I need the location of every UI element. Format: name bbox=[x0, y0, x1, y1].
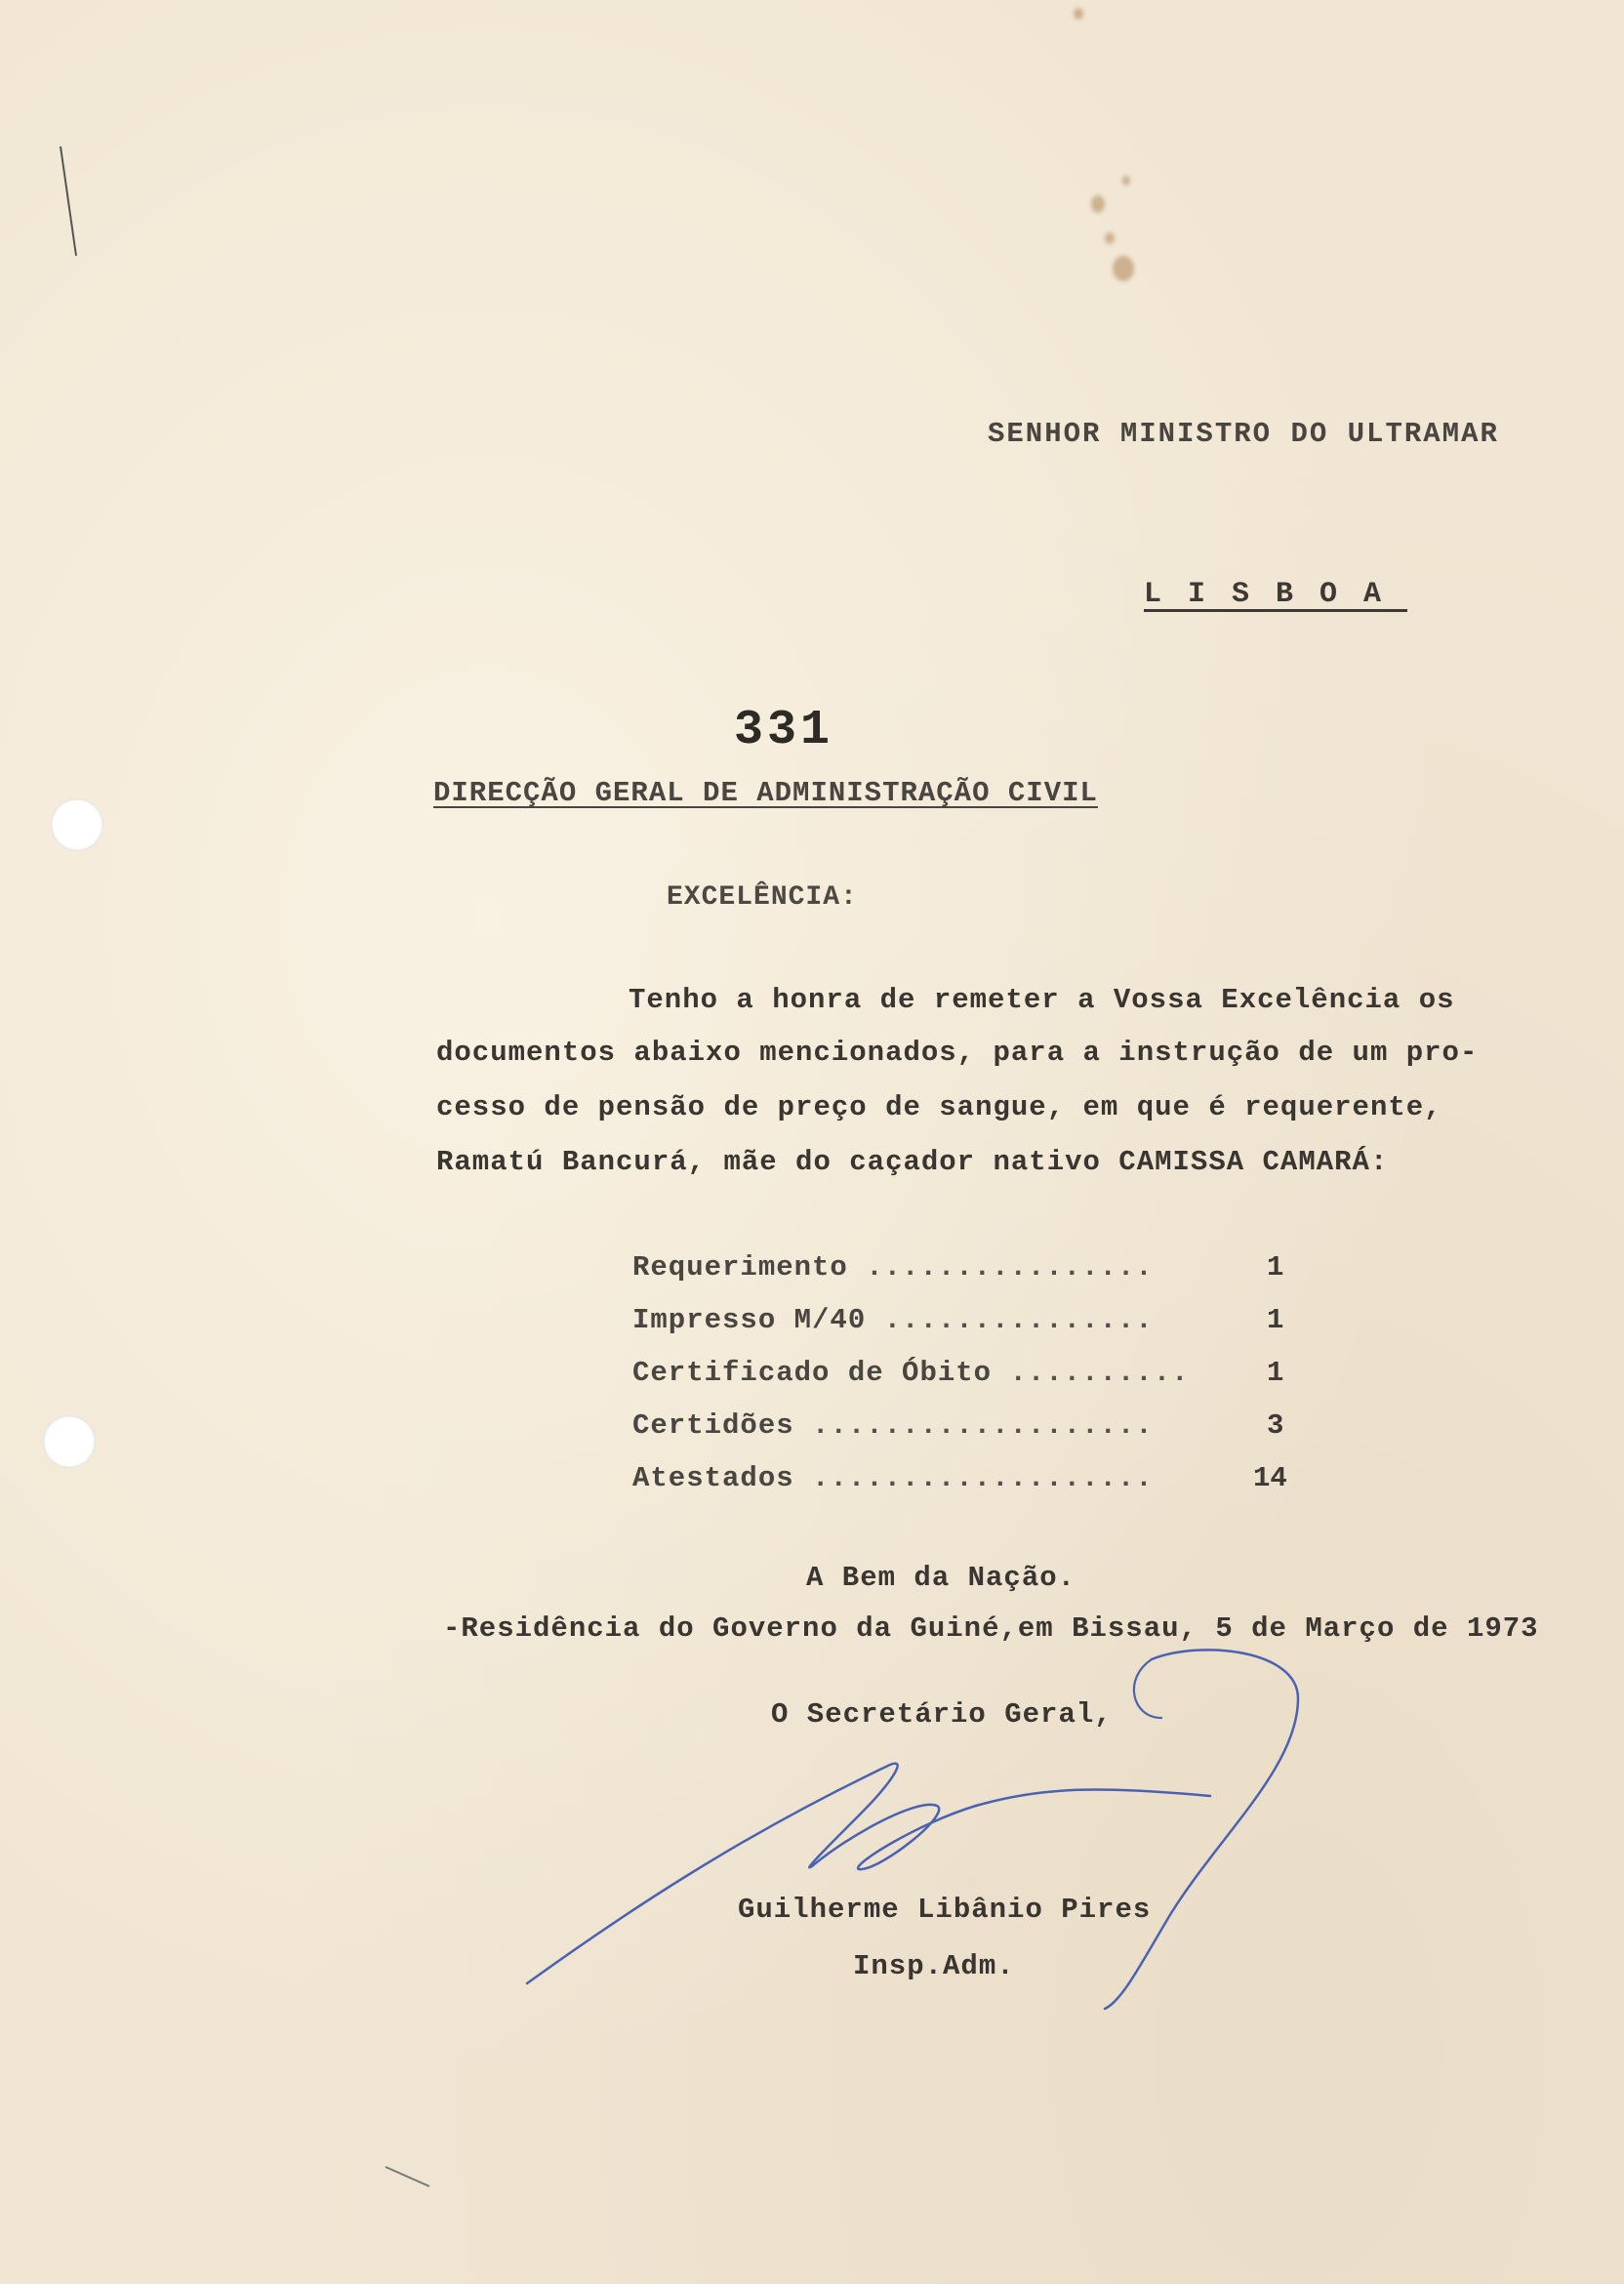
document-number: 331 bbox=[734, 703, 834, 758]
place-date-line: -Residência do Governo da Guiné,em Bissau, 5 de Março de 1973 bbox=[443, 1612, 1539, 1645]
item-leader: .......... bbox=[1009, 1357, 1190, 1389]
item-leader: ................ bbox=[866, 1251, 1154, 1284]
department-heading: DIRECÇÃO GERAL DE ADMINISTRAÇÃO CIVIL bbox=[433, 777, 1098, 809]
item-quantity: 1 bbox=[1267, 1304, 1284, 1336]
item-quantity: 3 bbox=[1267, 1409, 1284, 1442]
body-line: Tenho a honra de remeter a Vossa Excelência os bbox=[629, 984, 1455, 1016]
item-quantity: 1 bbox=[1267, 1357, 1284, 1389]
signer-position: O Secretário Geral, bbox=[771, 1698, 1113, 1731]
item-leader: ............... bbox=[883, 1304, 1154, 1336]
item-label: Certidões bbox=[632, 1409, 794, 1442]
city-heading: LISBOA bbox=[1144, 578, 1408, 611]
signer-title: Insp.Adm. bbox=[853, 1950, 1015, 1982]
signer-name: Guilherme Libânio Pires bbox=[738, 1894, 1152, 1926]
item-quantity: 14 bbox=[1253, 1462, 1287, 1494]
body-line: documentos abaixo mencionados, para a instrução de um pro- bbox=[436, 1037, 1479, 1069]
item-leader: ................... bbox=[812, 1409, 1154, 1442]
item-label: Impresso M/40 bbox=[632, 1304, 867, 1336]
body-line: cesso de pensão de preço de sangue, em que é requerente, bbox=[436, 1091, 1442, 1123]
item-quantity: 1 bbox=[1267, 1251, 1284, 1284]
closing-formula: A Bem da Nação. bbox=[806, 1562, 1076, 1594]
item-label: Requerimento bbox=[632, 1251, 848, 1284]
item-label: Certificado de Óbito bbox=[632, 1357, 993, 1389]
item-leader: ................... bbox=[812, 1462, 1154, 1494]
addressee-line: SENHOR MINISTRO DO ULTRAMAR bbox=[988, 418, 1499, 450]
salutation: EXCELÊNCIA: bbox=[667, 882, 858, 913]
body-line: Ramatú Bancurá, mãe do caçador nativo CAMISSA CAMARÁ: bbox=[436, 1146, 1389, 1178]
item-label: Atestados bbox=[632, 1462, 794, 1494]
